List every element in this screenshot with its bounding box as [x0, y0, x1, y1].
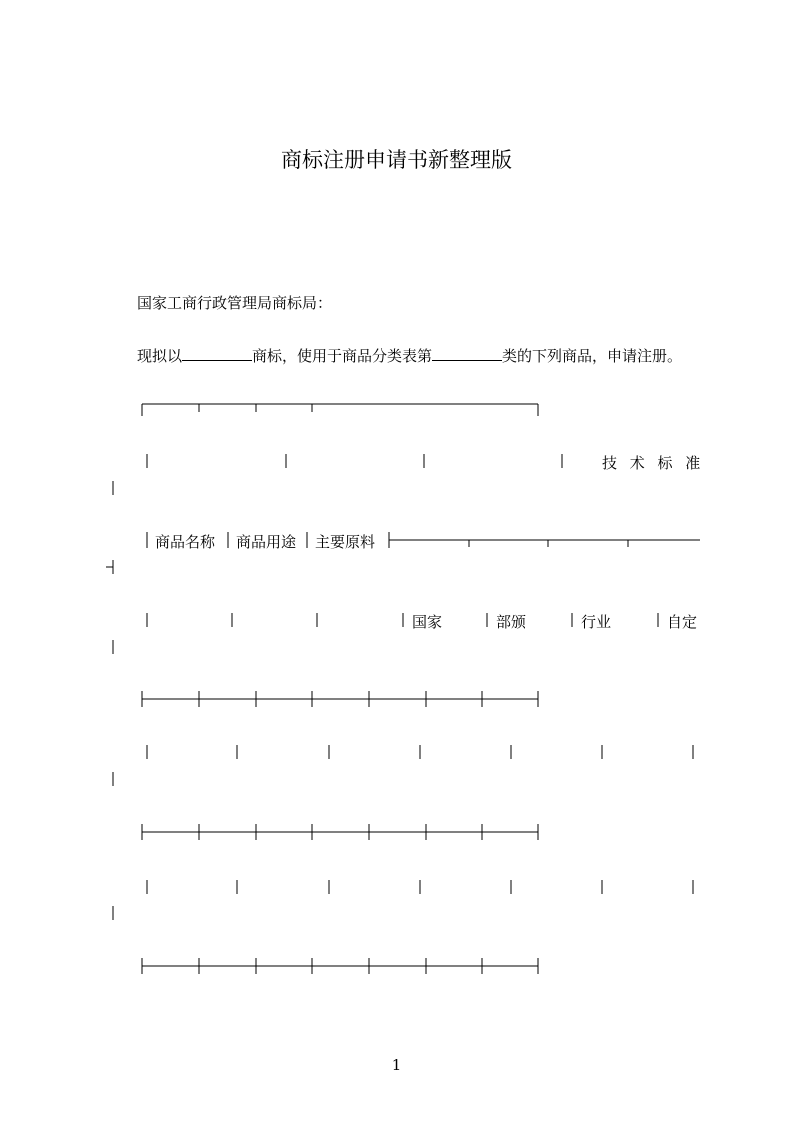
intro-part-3: 类的下列商品，申请注册。 [502, 347, 683, 365]
row-separator-2 [142, 824, 538, 840]
column-main-material: 主要原料 [315, 533, 376, 551]
column-product-name: 商品名称 [155, 533, 216, 551]
data-row-2-bars [113, 880, 693, 920]
header-row-3-bars [113, 613, 658, 654]
standard-industry: 行业 [581, 613, 612, 631]
intro-part-2: 商标，使用于商品分类表第 [252, 347, 433, 365]
intro-part-1: 现拟以 [137, 347, 183, 365]
header-row-1-bars [113, 454, 562, 495]
standard-national: 国家 [412, 613, 443, 631]
row-separator-1 [142, 691, 538, 707]
addressee: 国家工商行政管理局商标局： [137, 294, 333, 312]
page-number: 1 [391, 1056, 402, 1074]
row-separator-3 [142, 958, 538, 974]
column-product-use: 商品用途 [236, 533, 297, 551]
data-row-1-bars [113, 745, 693, 786]
header-technical-standard: 技 术 标 准 [602, 454, 703, 472]
table-top-border [142, 404, 538, 416]
standard-self-defined: 自定 [667, 613, 698, 631]
document-title: 商标注册申请书新整理版 [281, 148, 512, 172]
standard-ministry: 部颁 [496, 613, 527, 631]
